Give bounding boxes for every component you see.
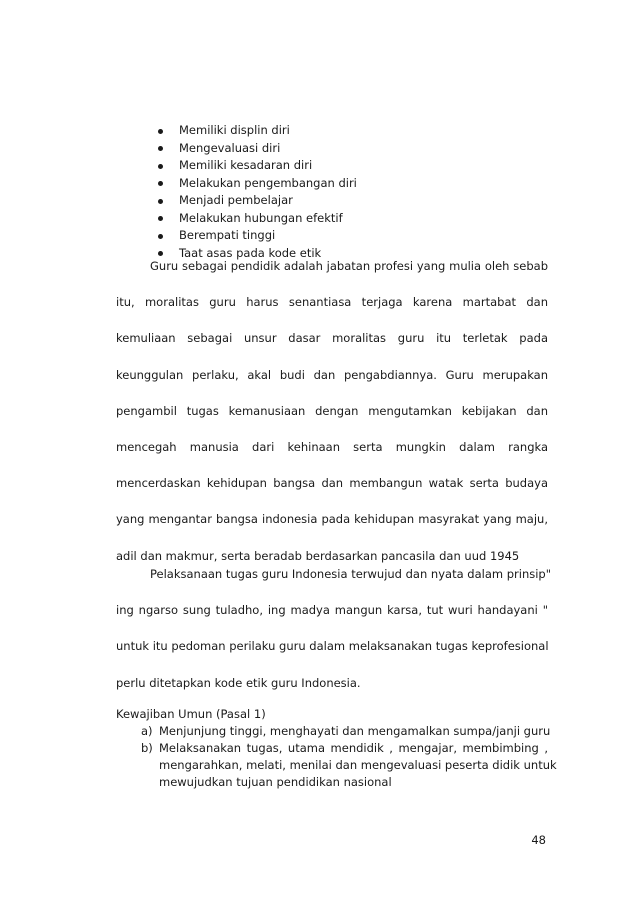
paragraph-line: mencegah manusia dari kehinaan serta mungkin dalam rangka bbox=[116, 439, 548, 454]
paragraph-line: adil dan makmur, serta beradab berdasarkan pancasila dan uud 1945 bbox=[116, 548, 520, 563]
paragraph-line: keunggulan perlaku, akal budi dan pengabdiannya. Guru merupakan bbox=[116, 367, 548, 382]
paragraph-line: kemuliaan sebagai unsur dasar moralitas guru itu terletak pada bbox=[116, 331, 548, 346]
paragraph-line: itu, moralitas guru harus senantiasa terjaga karena martabat dan bbox=[116, 295, 548, 310]
bullet-icon bbox=[158, 251, 163, 256]
list-item-line: Menjunjung tinggi, menghayati dan mengamalkan sumpa/janji guru bbox=[159, 724, 551, 738]
page-number: 48 bbox=[531, 833, 546, 847]
list-item: Berempati tinggi bbox=[158, 227, 357, 245]
paragraph-line: perlu ditetapkan kode etik guru Indonesia. bbox=[116, 675, 361, 690]
bullet-icon bbox=[158, 146, 163, 151]
list-item bbox=[116, 723, 551, 740]
bullet-list bbox=[158, 122, 357, 262]
list-item: Memiliki kesadaran diri bbox=[158, 157, 357, 175]
paragraph-line: yang mengantar bangsa indonesia pada kehidupan masyrakat yang maju, bbox=[116, 512, 548, 527]
list-marker: b) bbox=[141, 741, 153, 755]
bullet-icon bbox=[158, 129, 163, 134]
list-item-line: mewujudkan tujuan pendidikan nasional bbox=[159, 775, 392, 789]
section-heading: Kewajiban Umun (Pasal 1) bbox=[116, 707, 266, 721]
paragraph-guru-profesi bbox=[116, 258, 548, 584]
list-item: Taat asas pada kode etik bbox=[158, 245, 357, 263]
bullet-icon bbox=[158, 164, 163, 169]
list-item: Melakukan pengembangan diri bbox=[158, 175, 357, 193]
list-marker: a) bbox=[141, 724, 153, 738]
paragraph-line: mencerdaskan kehidupan bangsa dan membangun watak serta budaya bbox=[116, 476, 548, 491]
bullet-icon bbox=[158, 199, 163, 204]
list-item: Memiliki displin diri bbox=[158, 122, 357, 140]
paragraph-line: pengambil tugas kemanusiaan dengan mengutamkan kebijakan dan bbox=[116, 403, 548, 418]
bullet-icon bbox=[158, 181, 163, 186]
list-item-line: mengarahkan, melati, menilai dan mengevaluasi peserta didik untuk bbox=[159, 758, 557, 772]
paragraph-line: ing ngarso sung tuladho, ing madya mangun karsa, tut wuri handayani " bbox=[116, 603, 548, 618]
bullet-icon bbox=[158, 216, 163, 221]
paragraph-line: Guru sebagai pendidik adalah jabatan profesi yang mulia oleh sebab bbox=[150, 259, 548, 273]
list-item: Menjadi pembelajar bbox=[158, 192, 357, 210]
obligations-list bbox=[116, 723, 557, 791]
paragraph-pelaksanaan-tugas bbox=[116, 566, 552, 711]
list-item: Melakukan hubungan efektif bbox=[158, 210, 357, 228]
paragraph-line: Pelaksanaan tugas guru Indonesia terwujud dan nyata dalam prinsip" bbox=[150, 567, 552, 581]
list-item-line: Melaksanakan tugas, utama mendidik , mengajar, membimbing , bbox=[159, 741, 548, 755]
paragraph-line: untuk itu pedoman perilaku guru dalam melaksanakan tugas keprofesional bbox=[116, 639, 549, 654]
list-item bbox=[116, 740, 557, 791]
list-item: Mengevaluasi diri bbox=[158, 140, 357, 158]
bullet-icon bbox=[158, 234, 163, 239]
